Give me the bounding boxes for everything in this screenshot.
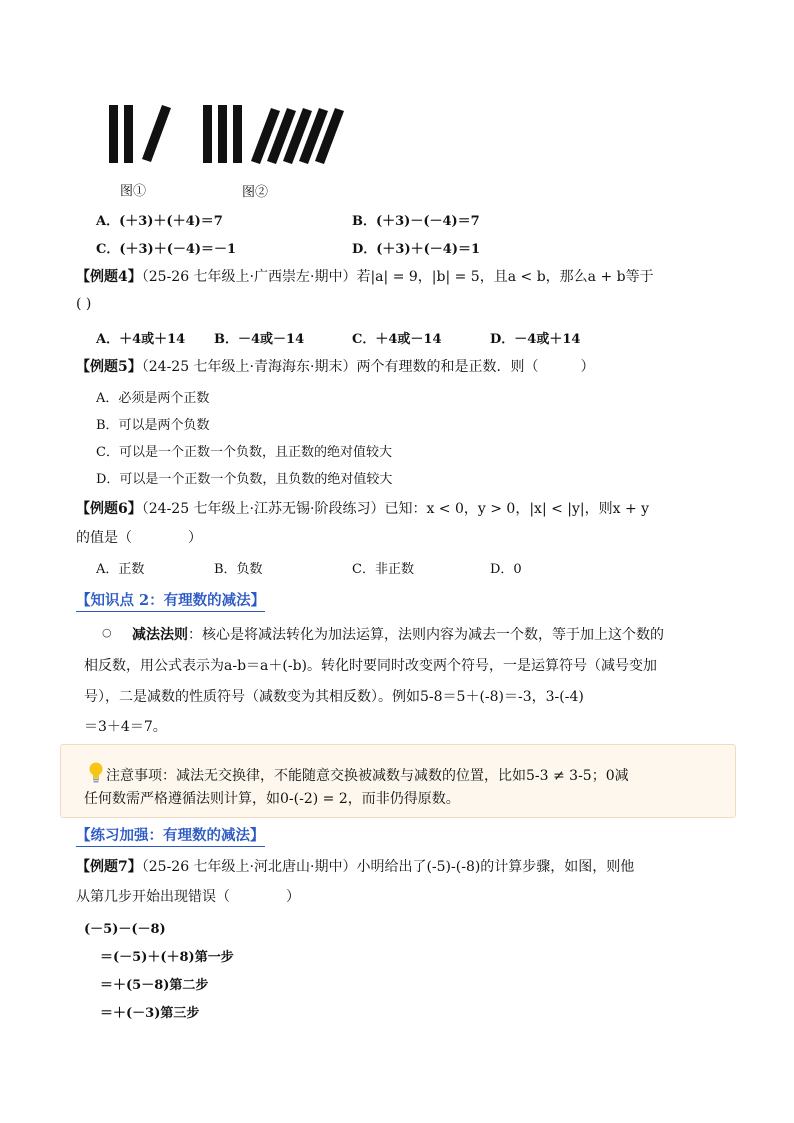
- practice-heading: 【练习加强：有理数的减法】: [76, 824, 265, 847]
- question-4: [76, 266, 654, 286]
- q6-option-c: C．非正数: [352, 562, 414, 577]
- question-5: [76, 356, 594, 376]
- rule-line-4: ＝3＋4＝7。: [84, 719, 167, 735]
- rule-line-3: 号），二是减数的性质符号（减数变为其相反数）。例如5-8＝5＋(-8)＝-3，3-(-4): [84, 689, 584, 705]
- rule-line-1: [132, 624, 664, 644]
- q7-step-2: ＝＋(5－8)第二步: [100, 978, 209, 993]
- section-heading: 【知识点 2：有理数的减法】: [76, 589, 265, 612]
- stick: [109, 105, 118, 163]
- q6-option-a: A．正数: [96, 562, 145, 577]
- question-stem: （24-25 七年级上·江苏无锡·阶段练习）已知：x < 0，y > 0，|x| < |y|，则x + y: [141, 501, 650, 517]
- q7-step-0: (－5)－(－8): [84, 922, 166, 937]
- rule-line-2: 相反数，用公式表示为a-b＝a＋(-b)。转化时要同时改变两个符号，一是运算符号（减号变加: [84, 658, 657, 674]
- q4-option-a: A．＋4或＋14: [96, 332, 186, 347]
- question-tag: 【例题4】: [76, 269, 142, 285]
- q4-option-d: D．－4或＋14: [490, 332, 581, 347]
- question-tag: 【例题5】: [76, 359, 142, 375]
- question-6: [76, 498, 649, 518]
- rule-label: 减法法则: [132, 627, 188, 643]
- figure-label-2: 图②: [242, 185, 269, 200]
- rule-text: ：核心是将减法转化为加法运算，法则内容为减去一个数，等于加上这个数的: [188, 627, 664, 643]
- q5-option-a: A．必须是两个正数: [96, 391, 210, 406]
- q5-option-c: C．可以是一个正数一个负数，且正数的绝对值较大: [96, 445, 392, 460]
- stick: [218, 105, 227, 163]
- question-stem: （25-26 七年级上·广西崇左·期中）若|a| = 9，|b| = 5，且a < b，那么a + b等于: [141, 269, 654, 285]
- bullet-icon: ○: [102, 626, 112, 639]
- question-stem: （25-26 七年级上·河北唐山·期中）小明给出了(-5)-(-8)的计算步骤，如图，则他: [141, 859, 635, 875]
- q3-option-b: B．(＋3)－(－4)＝7: [352, 214, 480, 229]
- q3-option-c: C．(＋3)＋(－4)＝－1: [96, 242, 237, 257]
- q3-option-d: D．(＋3)＋(－4)＝1: [352, 242, 481, 257]
- stick-figures: [100, 100, 350, 170]
- question-stem-cont: 的值是（ ）: [76, 530, 202, 546]
- q6-option-b: B．负数: [214, 562, 263, 577]
- question-7: [76, 856, 634, 876]
- question-tag: 【例题6】: [76, 501, 142, 517]
- q7-step-1: ＝(－5)＋(＋8)第一步: [100, 950, 234, 965]
- question-tag: 【例题7】: [76, 859, 142, 875]
- stick: [142, 105, 171, 162]
- q7-step-3: ＝＋(－3)第三步: [100, 1006, 200, 1021]
- q5-option-d: D．可以是一个正数一个负数，且负数的绝对值较大: [96, 472, 393, 487]
- lightbulb-icon: [88, 762, 104, 784]
- stick: [203, 105, 212, 163]
- question-stem-cont: ( ): [76, 296, 92, 312]
- q4-option-c: C．＋4或－14: [352, 332, 442, 347]
- stick: [233, 105, 242, 163]
- question-stem: （24-25 七年级上·青海海东·期末）两个有理数的和是正数．则（ ）: [141, 359, 595, 375]
- stick: [124, 105, 133, 163]
- q5-option-b: B．可以是两个负数: [96, 418, 210, 433]
- figure-label-1: 图①: [120, 184, 147, 199]
- q6-option-d: D．0: [490, 562, 522, 577]
- q3-option-a: A．(＋3)＋(＋4)＝7: [96, 214, 223, 229]
- q4-option-b: B．－4或－14: [214, 332, 305, 347]
- note-line-1: 注意事项：减法无交换律，不能随意交换被减数与减数的位置，比如5-3 ≠ 3-5；0减: [106, 768, 629, 784]
- question-stem-cont: 从第几步开始出现错误（ ）: [76, 889, 300, 905]
- note-line-2: 任何数需严格遵循法则计算，如0-(-2) = 2，而非仍得原数。: [84, 791, 460, 807]
